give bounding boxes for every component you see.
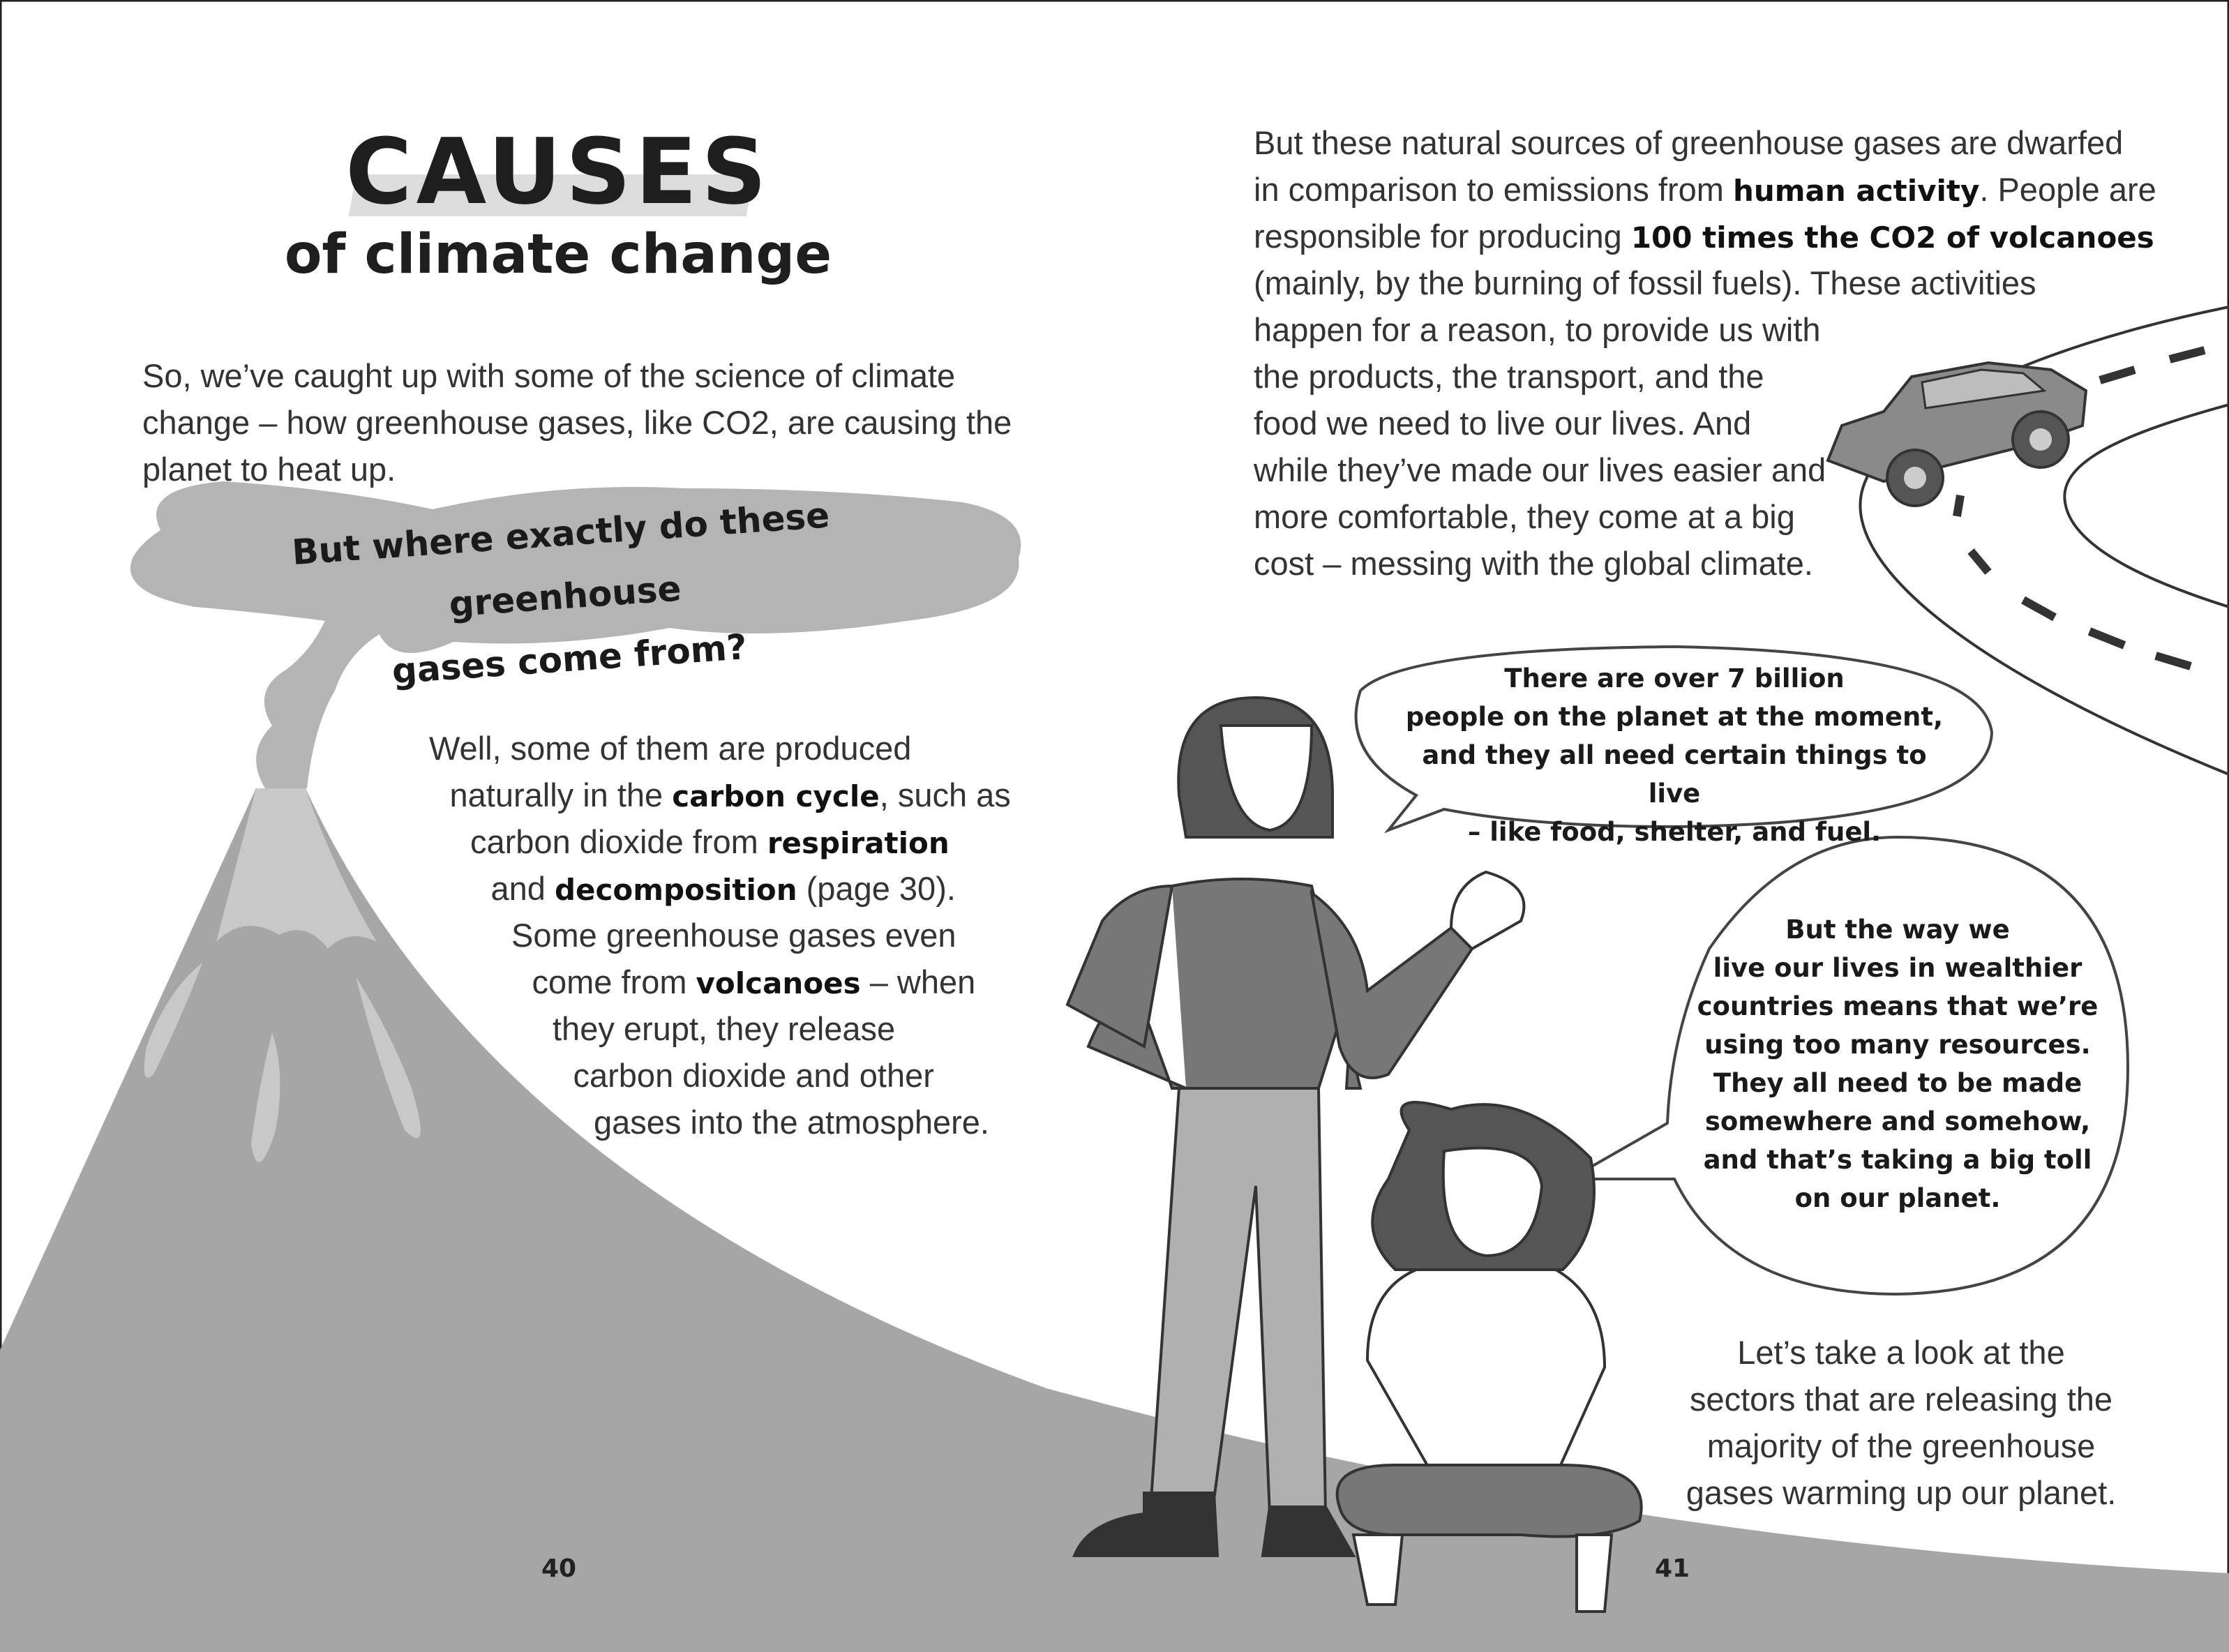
text-line bbox=[1254, 451, 1826, 489]
text-segment: . People are bbox=[1979, 171, 2156, 208]
volcano-cap bbox=[216, 788, 377, 949]
text-line bbox=[429, 729, 911, 767]
text-line bbox=[553, 1009, 895, 1048]
text-segment: (page 30). bbox=[797, 870, 956, 907]
bubble-line: – like food, shelter, and fuel. bbox=[1467, 817, 1882, 847]
text-segment: while they’ve made our lives easier and bbox=[1254, 451, 1826, 488]
bubble-line: somewhere and somehow, bbox=[1704, 1106, 2091, 1136]
bold-term: volcanoes bbox=[696, 966, 861, 1000]
text-line bbox=[1254, 404, 1751, 442]
bubble-line: They all need to be made bbox=[1713, 1068, 2082, 1098]
text-line bbox=[1254, 264, 2036, 302]
closing-line: majority of the greenhouse bbox=[1706, 1427, 2096, 1464]
bubble-line: countries means that we’re bbox=[1697, 991, 2099, 1021]
bubble-line: There are over 7 billion bbox=[1504, 663, 1845, 693]
text-segment: gases into the atmosphere. bbox=[594, 1104, 989, 1141]
bold-term: carbon cycle bbox=[672, 779, 880, 813]
text-segment: in comparison to emissions from bbox=[1254, 171, 1733, 208]
text-segment: come from bbox=[532, 963, 696, 1000]
page-title: CAUSES bbox=[345, 119, 771, 225]
intro-paragraph bbox=[142, 352, 1012, 493]
page-number-right: 41 bbox=[1655, 1554, 1690, 1583]
bold-term: respiration bbox=[767, 826, 950, 860]
closing-line: sectors that are releasing the bbox=[1689, 1381, 2113, 1418]
text-line bbox=[511, 916, 956, 954]
text-segment: Some greenhouse gases even bbox=[511, 917, 956, 954]
text-segment: But these natural sources of greenhouse gases are dwarfed bbox=[1254, 124, 2124, 161]
text-segment: carbon dioxide from bbox=[470, 823, 767, 860]
text-line bbox=[1254, 310, 1821, 349]
bold-term: human activity bbox=[1732, 174, 1980, 208]
text-segment: happen for a reason, to provide us with bbox=[1254, 311, 1821, 348]
text-segment: more comfortable, they come at a big bbox=[1254, 498, 1795, 535]
bubble-line: using too many resources. bbox=[1704, 1030, 2091, 1060]
bubble-line: But the way we bbox=[1785, 915, 2010, 945]
text-line bbox=[1254, 170, 2156, 209]
text-segment: carbon dioxide and other bbox=[573, 1057, 934, 1094]
bubble-line: on our planet. bbox=[1794, 1183, 2001, 1213]
intro-line: change – how greenhouse gases, like CO2, are causing the bbox=[142, 404, 1012, 441]
text-segment: food we need to live our lives. And bbox=[1254, 405, 1752, 442]
text-line bbox=[450, 776, 1011, 814]
text-segment: – when bbox=[860, 963, 976, 1000]
text-line bbox=[573, 1056, 934, 1095]
closing-paragraph bbox=[1660, 1329, 2142, 1516]
bubble-line: and they all need certain things to live bbox=[1422, 740, 1927, 809]
closing-line: Let’s take a look at the bbox=[1737, 1334, 2065, 1371]
text-segment: (mainly, by the burning of fossil fuels). These activities bbox=[1254, 264, 2036, 301]
page-subtitle: of climate change bbox=[284, 223, 832, 286]
text-line bbox=[532, 963, 976, 1001]
text-segment: the products, the transport, and the bbox=[1254, 358, 1764, 395]
intro-line: planet to heat up. bbox=[142, 451, 396, 488]
text-line bbox=[470, 823, 950, 861]
cloud-question-line: But where exactly do these greenhouse bbox=[290, 495, 831, 625]
bubble-line: and that’s taking a big toll bbox=[1703, 1145, 2092, 1175]
page-number-left: 40 bbox=[541, 1554, 577, 1583]
text-segment: Well, some of them are produced bbox=[429, 730, 912, 767]
bubble-line: people on the planet at the moment, bbox=[1405, 702, 1944, 732]
speech-bubble-2-text bbox=[1695, 910, 2100, 1217]
closing-line: gases warming up our planet. bbox=[1686, 1474, 2117, 1511]
text-line bbox=[491, 869, 956, 908]
cloud-question-line: gases come from? bbox=[391, 626, 749, 692]
text-line bbox=[1254, 497, 1795, 536]
text-segment: cost – messing with the global climate. bbox=[1254, 545, 1813, 582]
text-line bbox=[1254, 544, 1813, 583]
text-segment: , such as bbox=[879, 776, 1011, 813]
intro-line: So, we’ve caught up with some of the science of climate bbox=[142, 357, 956, 394]
speech-bubble-1-text bbox=[1395, 659, 1953, 851]
text-line bbox=[1254, 217, 2154, 255]
bold-term: 100 times the CO2 of volcanoes bbox=[1630, 220, 2154, 255]
text-line bbox=[1254, 357, 1764, 396]
car-illustration bbox=[1828, 363, 2086, 506]
bubble-line: live our lives in wealthier bbox=[1713, 953, 2082, 983]
text-line bbox=[594, 1103, 989, 1141]
text-segment: naturally in the bbox=[449, 776, 673, 813]
text-segment: they erupt, they release bbox=[553, 1010, 896, 1047]
text-segment: responsible for producing bbox=[1254, 218, 1631, 255]
text-line bbox=[1254, 123, 2123, 162]
bold-term: decomposition bbox=[554, 873, 797, 907]
text-segment: and bbox=[490, 870, 555, 907]
